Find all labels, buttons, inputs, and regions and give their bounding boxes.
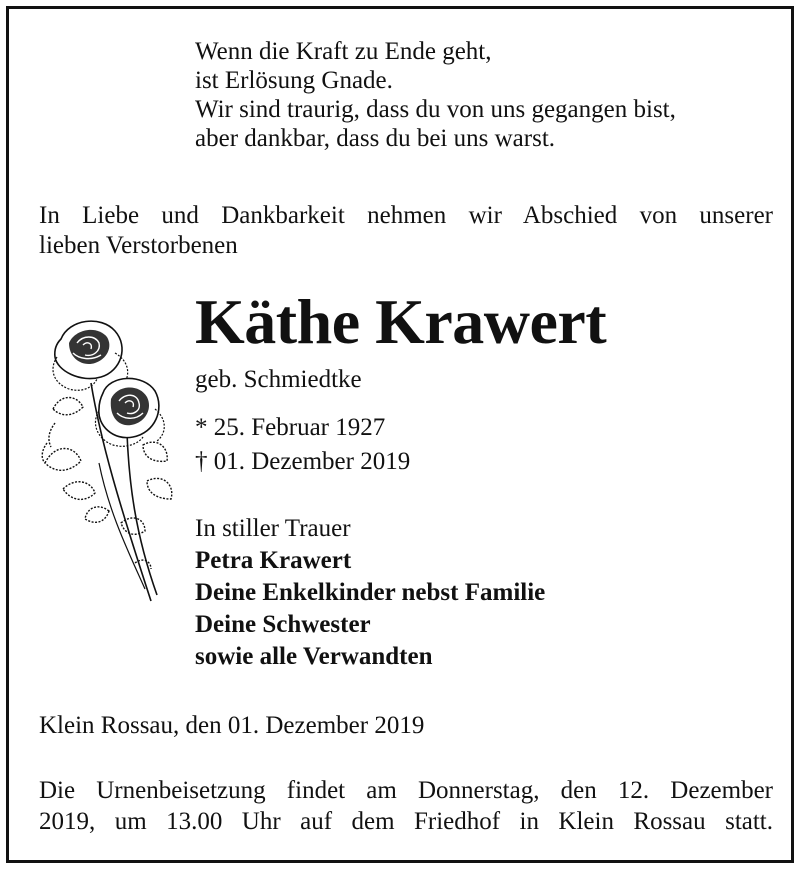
mourners [195, 513, 545, 673]
maiden-name: geb. Schmiedtke [195, 366, 362, 393]
mourner-name: Deine Enkelkinder nebst Familie [195, 579, 546, 606]
mourner-name: sowie alle Verwandten [195, 643, 433, 670]
mourner-name: Petra Krawert [195, 547, 352, 574]
rose-bouquet-icon [39, 313, 179, 605]
funeral-line: 2019, um 13.00 Uhr auf dem Friedhof in Klein Rossau statt. [39, 808, 773, 835]
poem [195, 37, 676, 153]
obituary-frame [6, 6, 794, 863]
mourners-heading: In stiller Trauer [195, 515, 351, 542]
funeral-notice [39, 775, 773, 837]
place-date: Klein Rossau, den 01. Dezember 2019 [39, 712, 425, 739]
life-dates [195, 411, 410, 479]
death-date: † 01. Dezember 2019 [195, 448, 411, 475]
birth-date: * 25. Februar 1927 [195, 414, 386, 441]
intro-text [39, 201, 773, 261]
funeral-line: Die Urnenbeisetzung findet am Donnerstag, den 12. Dezember [39, 777, 773, 804]
poem-line: aber dankbar, dass du bei uns warst. [195, 125, 556, 152]
intro-line: In Liebe und Dankbarkeit nehmen wir Abschied von unserer [39, 202, 773, 229]
poem-line: ist Erlösung Gnade. [195, 67, 393, 94]
intro-line: lieben Verstorbenen [39, 232, 238, 259]
deceased-name: Käthe Krawert [195, 286, 607, 357]
poem-line: Wenn die Kraft zu Ende geht, [195, 38, 492, 65]
mourner-name: Deine Schwester [195, 611, 371, 638]
poem-line: Wir sind traurig, dass du von uns gegangen bist, [195, 96, 676, 123]
